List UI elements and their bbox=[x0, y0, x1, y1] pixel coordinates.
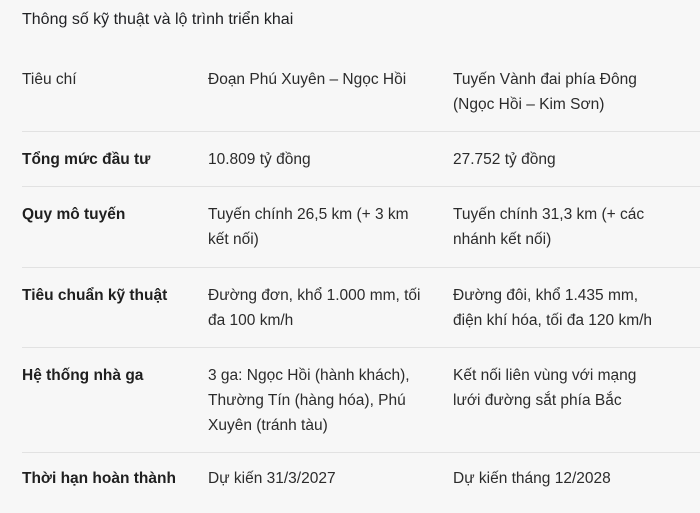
row-value-2: Kết nối liên vùng với mạng lưới đường sắt phía Bắc bbox=[453, 367, 637, 409]
row-value-2: Đường đôi, khổ 1.435 mm, điện khí hóa, tối đa 120 km/h bbox=[453, 287, 653, 329]
table-row bbox=[22, 187, 700, 268]
row-value-1: Dự kiến 31/3/2027 bbox=[208, 470, 336, 487]
header-criteria: Tiêu chí bbox=[22, 71, 77, 88]
row-value-1: 3 ga: Ngọc Hồi (hành khách), Thường Tín (hàng hóa), Phú Xuyên (tránh tàu) bbox=[208, 367, 410, 434]
table-row bbox=[22, 268, 700, 348]
row-value-2: Tuyến chính 31,3 km (+ các nhánh kết nối) bbox=[453, 206, 645, 248]
row-value-2: Dự kiến tháng 12/2028 bbox=[453, 470, 611, 487]
row-label: Tiêu chuẩn kỹ thuật bbox=[22, 287, 168, 304]
page-title: Thông số kỹ thuật và lộ trình triển khai bbox=[22, 11, 294, 28]
row-value-1: Tuyến chính 26,5 km (+ 3 km kết nối) bbox=[208, 206, 409, 248]
row-label: Tổng mức đầu tư bbox=[22, 151, 151, 168]
row-label: Hệ thống nhà ga bbox=[22, 367, 144, 384]
table-row bbox=[22, 132, 700, 187]
row-label: Quy mô tuyến bbox=[22, 206, 126, 223]
header-segment-1: Đoạn Phú Xuyên – Ngọc Hồi bbox=[208, 71, 407, 88]
row-label: Thời hạn hoàn thành bbox=[22, 470, 176, 487]
table-header-row bbox=[22, 53, 700, 132]
row-value-1: 10.809 tỷ đồng bbox=[208, 151, 311, 168]
row-value-1: Đường đơn, khổ 1.000 mm, tối đa 100 km/h bbox=[208, 287, 421, 329]
row-value-2: 27.752 tỷ đồng bbox=[453, 151, 556, 168]
header-segment-2: Tuyến Vành đai phía Đông (Ngọc Hồi – Kim Sơn) bbox=[453, 71, 637, 113]
table-row bbox=[22, 348, 700, 453]
table-row bbox=[22, 453, 700, 513]
spec-table bbox=[22, 53, 700, 513]
